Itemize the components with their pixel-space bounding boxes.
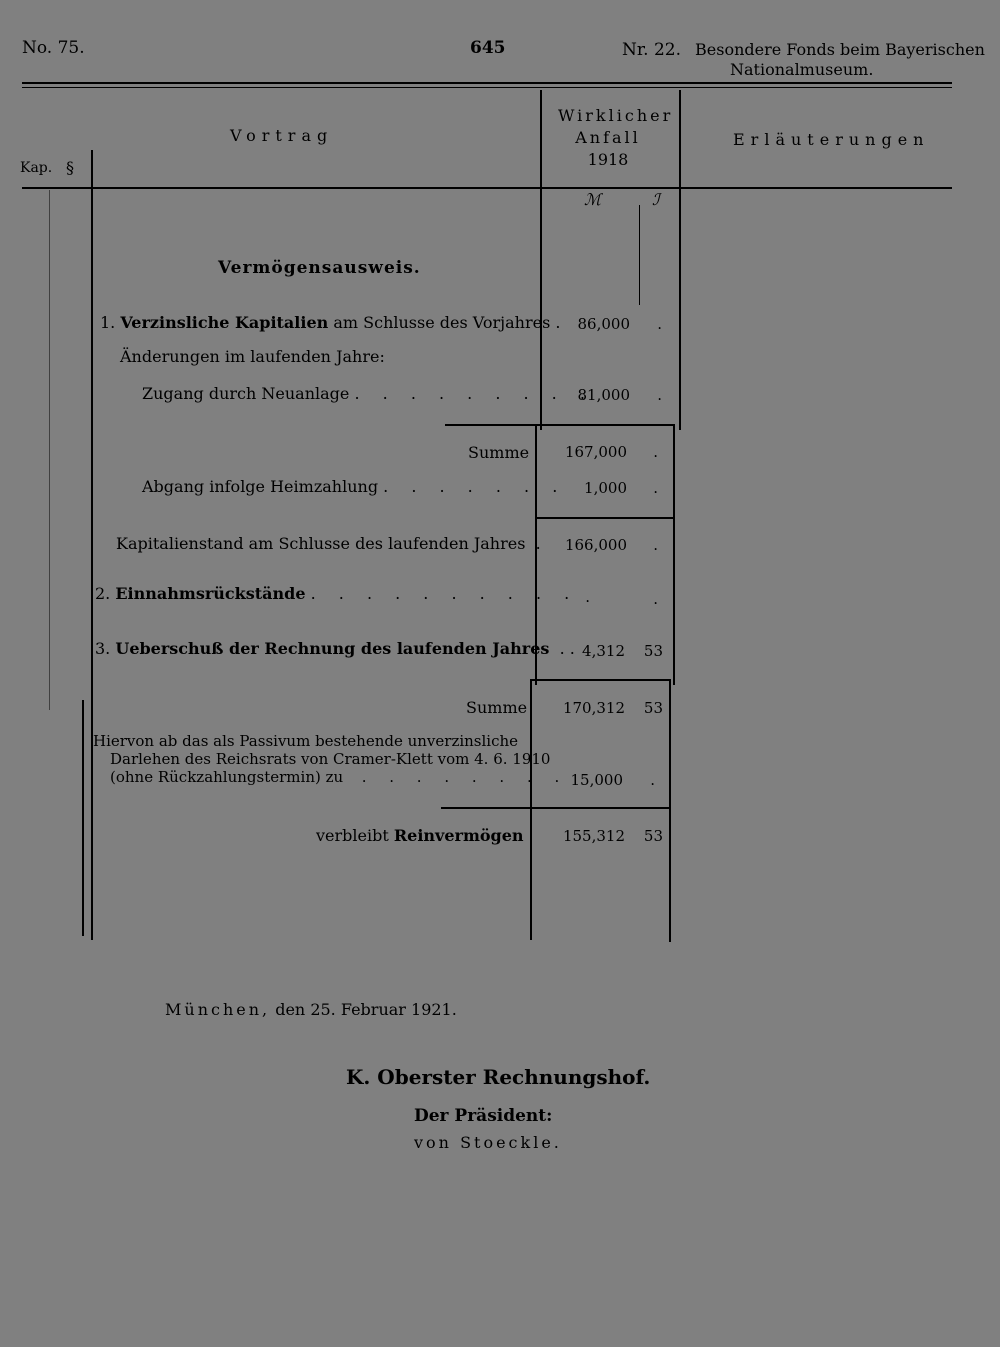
row-bold-label: Ueberschuß der Rechnung des laufenden Jahres: [115, 639, 550, 658]
vortrag-left-rule-lower: [82, 700, 84, 936]
column-header-erlaeuterungen: Erläuterungen: [733, 130, 930, 149]
leader-dots: . .: [554, 639, 575, 658]
row-einnahmsrueckstaende: [95, 584, 578, 603]
sum-rule: [441, 807, 671, 809]
unit-mark-label: ℳ: [584, 190, 602, 209]
amount-mark: .: [585, 588, 590, 606]
section-title-line2: Nationalmuseum.: [730, 60, 874, 79]
leader-dots: . . . . . . . .: [347, 768, 569, 786]
amount-pfennig: .: [653, 479, 658, 497]
row-bold-label: Einnahmsrückstände: [115, 584, 306, 603]
column-header-anfall-line2: Anfall: [575, 128, 641, 147]
row-label: am Schlusse des Vorjahres: [328, 313, 551, 332]
amount-mark: 4,312: [582, 642, 625, 660]
amount-pfennig: 53: [643, 699, 663, 717]
row-label: verbleibt: [316, 826, 394, 845]
amount-pfennig: .: [657, 315, 662, 333]
authority-name: K. Oberster Rechnungshof.: [346, 1065, 651, 1089]
sum-rule: [530, 679, 671, 681]
place: München,: [165, 1000, 271, 1019]
row-number: 1.: [100, 313, 116, 332]
row-label: Zugang durch Neuanlage: [142, 384, 350, 403]
amount-mark: 1,000: [584, 479, 627, 497]
row-number: 3.: [95, 639, 111, 658]
vortrag-left-rule: [91, 150, 93, 940]
row-label: Kapitalienstand am Schlusse des laufenden Jahres: [116, 534, 526, 553]
amount-mark: 155,312: [562, 827, 625, 845]
row-reinvermoegen: [316, 826, 524, 845]
amount-pfennig: .: [653, 536, 658, 554]
row-passivum-line2: Darlehen des Reichsrats von Cramer-Klett vom 4. 6. 1910: [110, 750, 551, 768]
column-header-anfall-year: 1918: [587, 150, 629, 169]
signatory-name: von Stoeckle.: [414, 1133, 562, 1152]
leader-dots: . . . . . . .: [383, 477, 567, 496]
signatory-role: Der Präsident:: [414, 1106, 553, 1126]
section-title-line1: Besondere Fonds beim Bayerischen: [695, 40, 985, 59]
anfall-right-rule: [679, 90, 681, 430]
page-number: 645: [470, 38, 506, 58]
row-summe-2: Summe: [466, 698, 528, 717]
row-ueberschuss: [95, 639, 575, 658]
row-passivum-line3: [110, 768, 568, 786]
row-zugang: [142, 384, 594, 403]
column-header-kap: Kap.: [20, 160, 53, 176]
leader-dots: .: [555, 313, 561, 332]
row-passivum-line1: Hiervon ab das als Passivum bestehende unverzinsliche: [93, 732, 519, 750]
mark-pf-divider: [639, 205, 640, 305]
amount-pfennig: .: [657, 386, 662, 404]
row-label: Abgang infolge Heimzahlung: [142, 477, 379, 496]
amount-pfennig: .: [653, 443, 658, 461]
sum-rule: [535, 517, 673, 519]
document-number: No. 75.: [22, 38, 85, 58]
column-header-anfall-line1: Wirklicher: [558, 106, 674, 125]
amount-pfennig: 53: [643, 827, 663, 845]
row-verzinsliche-kapitalien: [100, 313, 560, 332]
row-number: 2.: [95, 584, 111, 603]
amount-mark: 81,000: [577, 386, 630, 404]
anfall-right-rule-lower: [669, 680, 671, 942]
amount-pfennig: .: [650, 771, 655, 789]
leader-dots: . . . . . . . . . .: [310, 584, 579, 603]
anfall-left-rule-lower: [530, 680, 532, 940]
amount-mark: 86,000: [577, 315, 630, 333]
leader-dots: .: [530, 534, 541, 553]
amount-mark: 166,000: [564, 536, 627, 554]
anfall-left-rule: [540, 90, 542, 430]
anfall-right-rule-mid: [673, 425, 675, 685]
section-heading: Vermögensausweis.: [218, 258, 421, 278]
amount-mark: 170,312: [562, 699, 625, 717]
column-header-rule: [22, 187, 952, 189]
row-kapitalienstand: [116, 534, 541, 553]
row-summe-1: Summe: [468, 443, 530, 462]
row-bold-label: Verzinsliche Kapitalien: [120, 313, 329, 332]
unit-pfennig-label: ℐ: [652, 190, 660, 209]
section-number: Nr. 22.: [622, 40, 681, 60]
leader-dots: . . . . . . . . .: [354, 384, 594, 403]
row-bold-label: Reinvermögen: [393, 826, 524, 845]
column-header-vortrag: Vortrag: [230, 126, 334, 145]
row-aenderungen: Änderungen im laufenden Jahre:: [120, 347, 385, 366]
amount-pfennig: 53: [643, 642, 663, 660]
amount-mark: 15,000: [570, 771, 623, 789]
header-rule-top: [22, 82, 952, 84]
sum-rule: [445, 424, 675, 426]
kap-rule: [49, 190, 50, 710]
amount-pfennig: .: [653, 590, 658, 608]
place-date: [165, 1000, 457, 1019]
row-label: (ohne Rückzahlungstermin) zu: [110, 768, 344, 786]
row-abgang: [142, 477, 566, 496]
column-header-paragraph: §: [66, 158, 74, 177]
date: den 25. Februar 1921.: [275, 1000, 457, 1019]
amount-mark: 167,000: [564, 443, 627, 461]
header-rule-bottom: [22, 87, 952, 88]
